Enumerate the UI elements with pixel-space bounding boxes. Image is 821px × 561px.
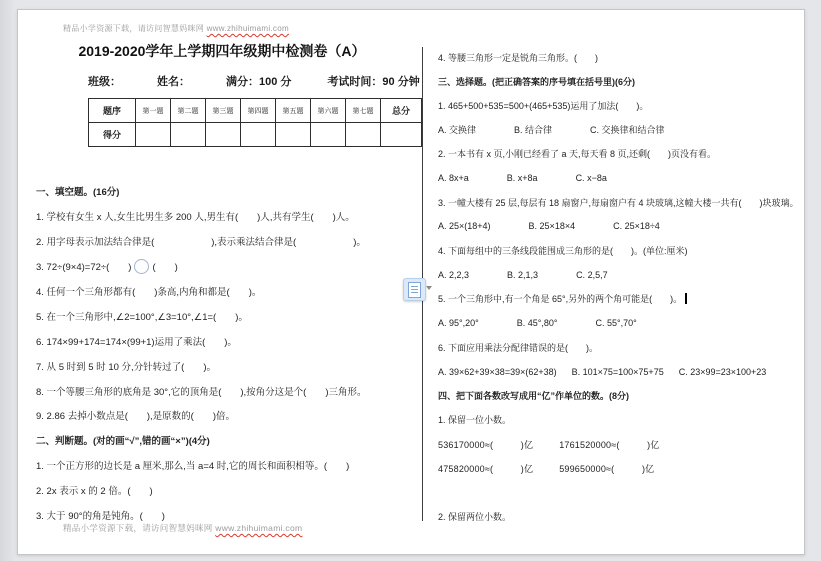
watermark-top [63,23,289,34]
option-b: B. 结合律 [514,125,553,136]
judge-question-3: 3. 大于 90°的角是钝角。( ) [36,511,165,523]
choice-question-5-text: 5. 一个三角形中,有一个角是 65°,另外的两个角可能是( )。 [438,294,683,305]
text-cursor [685,293,687,304]
option-c: C. 25×18÷4 [613,221,660,232]
score-table-score-row [89,123,422,147]
rewrite-item: 1761520000≈( )亿 [559,439,660,450]
judge-question-4: 4. 等腰三角形一定是锐角三角形。( ) [438,52,599,63]
score-cell[interactable] [136,123,171,147]
section1-heading: 一、填空题。(16分) [36,187,120,199]
option-c: C. 2,5,7 [576,269,608,280]
choice-question-2: 2. 一本书有 x 页,小刚已经看了 a 天,每天看 8 页,还剩( )页没有看。 [438,149,717,160]
score-row-label: 得分 [89,123,136,147]
score-cell[interactable] [241,123,276,147]
score-table-header-cell: 题序 [89,99,136,123]
score-cell[interactable] [206,123,241,147]
option-a: A. 8x+a [438,173,469,184]
choice-question-1: 1. 465+500+535=500+(465+535)运用了加法( )。 [438,100,649,111]
option-c: C. 交换律和结合律 [590,125,665,136]
option-c: C. 23×99=23×100+23 [678,366,767,377]
option-a: A. 95°,20° [438,318,479,329]
paste-options-icon[interactable] [403,278,426,301]
option-b: B. 25×18×4 [528,221,576,232]
watermark-url: www.zhihuimami.com [206,24,289,33]
rewrite-item: 475820000≈( )亿 [438,463,534,474]
section2-heading: 二、判断题。(对的画“√”,错的画“×”)(4分) [36,436,210,448]
operator-circle-placeholder [134,259,149,274]
fill-question-5: 5. 在一个三角形中,∠2=100°,∠3=10°,∠1=( )。 [36,311,248,323]
score-table-header-cell: 第二题 [171,99,206,123]
fill-question-9: 9. 2.86 去掉小数点是( ),是原数的( )倍。 [36,411,235,423]
name-label: 姓名： [157,76,190,88]
blank-line [438,480,802,504]
score-table-header-cell: 第一题 [136,99,171,123]
fill-question-3-part1: 3. 72÷(9×4)=72÷( ) [36,262,132,274]
fill-question-3 [36,254,410,279]
fill-question-7: 7. 从 5 时到 5 时 10 分,分针转过了( )。 [36,361,216,373]
score-cell[interactable] [346,123,381,147]
watermark-text: 精品小学资源下载，请访问智慧妈咪网 [63,24,205,33]
choice-question-5-options [438,311,802,335]
choice-question-5 [438,287,802,311]
score-table-header-cell: 第三题 [206,99,241,123]
rewrite-item: 536170000≈( )亿 [438,439,534,450]
score-cell[interactable] [171,123,206,147]
fill-question-1: 1. 学校有女生 x 人,女生比男生多 200 人,男生有( )人,共有学生( )人。 [36,212,355,224]
score-table-header-cell: 第七题 [346,99,381,123]
option-a: A. 25×(18+4) [438,221,491,232]
option-b: B. 45°,80° [516,318,558,329]
rewrite-item: 599650000≈( )亿 [559,463,655,474]
fill-question-6: 6. 174×99+174=174×(99+1)运用了乘法( )。 [36,336,237,348]
fill-question-3-part2: ( ) [152,262,178,274]
section4-heading: 四、把下面各数改写成用“亿”作单位的数。(8分) [438,391,630,402]
score-table-header-row [89,99,422,123]
choice-question-3: 3. 一幢大楼有 25 层,每层有 18 扇窗户,每扇窗户有 4 块玻璃,这幢大楼一共有( )块玻璃。 [438,197,799,208]
option-b: B. 2,1,3 [507,269,539,280]
option-a: A. 2,2,3 [438,269,470,280]
fill-question-4: 4. 任何一个三角形都有( )条高,内角和都是( )。 [36,287,262,298]
full-score-label: 满分：100 分 [226,76,292,88]
rewrite-sub1: 1. 保留一位小数。 [438,415,512,426]
choice-question-4: 4. 下面每组中的三条线段能围成三角形的是( )。(单位:厘米) [438,246,688,257]
fill-question-8: 8. 一个等腰三角形的底角是 30°,它的顶角是( ),按角分这是个( )三角形。 [36,386,367,398]
judge-question-2: 2. 2x 表示 x 的 2 倍。( ) [36,486,153,498]
choice-question-3-options [438,214,802,238]
score-cell[interactable] [276,123,311,147]
fill-question-2: 2. 用字母表示加法结合律是( ),表示乘法结合律是( )。 [36,237,366,249]
left-column [36,179,410,527]
choice-question-6: 6. 下面应用乘法分配律错误的是( )。 [438,342,599,353]
rewrite-row-1 [438,432,802,456]
score-table-header-cell: 第五题 [276,99,311,123]
watermark-text: 精品小学资源下载，请访问智慧妈咪网 [63,523,213,533]
option-b: B. 101×75=100×75+75 [571,366,664,377]
document-icon [408,282,421,298]
judge-question-1: 1. 一个正方形的边长是 a 厘米,那么,当 a=4 时,它的周长和面积相等。( ) [36,461,350,473]
option-a: A. 交换律 [438,125,477,136]
exam-info-line [88,73,420,89]
dropdown-arrow-icon[interactable] [426,286,432,290]
choice-question-4-options [438,263,802,287]
rewrite-sub2: 2. 保留两位小数。 [438,512,512,523]
choice-question-2-options [438,166,802,190]
rewrite-row-2 [438,456,802,480]
right-column [438,45,802,529]
class-label: 班级： [88,76,121,88]
score-cell[interactable] [381,123,422,147]
option-a: A. 39×62+39×38=39×(62+38) [438,366,557,377]
option-c: C. x−8a [575,173,607,184]
score-table-header-cell: 第六题 [311,99,346,123]
exam-time-label: 考试时间：90 分钟 [327,76,420,88]
score-table [88,98,422,147]
page-title: 2019-2020学年上学期四年级期中检测卷（A） [78,43,366,59]
score-table-header-cell: 第四题 [241,99,276,123]
score-table-header-cell: 总分 [381,99,422,123]
choice-question-6-options [438,359,802,383]
score-cell[interactable] [311,123,346,147]
option-c: C. 55°,70° [595,318,637,329]
option-b: B. x+8a [506,173,538,184]
watermark-bottom [63,522,302,534]
section3-heading: 三、选择题。(把正确答案的序号填在括号里)(6分) [438,76,635,87]
watermark-url: www.zhihuimami.com [215,523,303,533]
document-page[interactable] [17,9,805,555]
choice-question-1-options [438,118,802,142]
